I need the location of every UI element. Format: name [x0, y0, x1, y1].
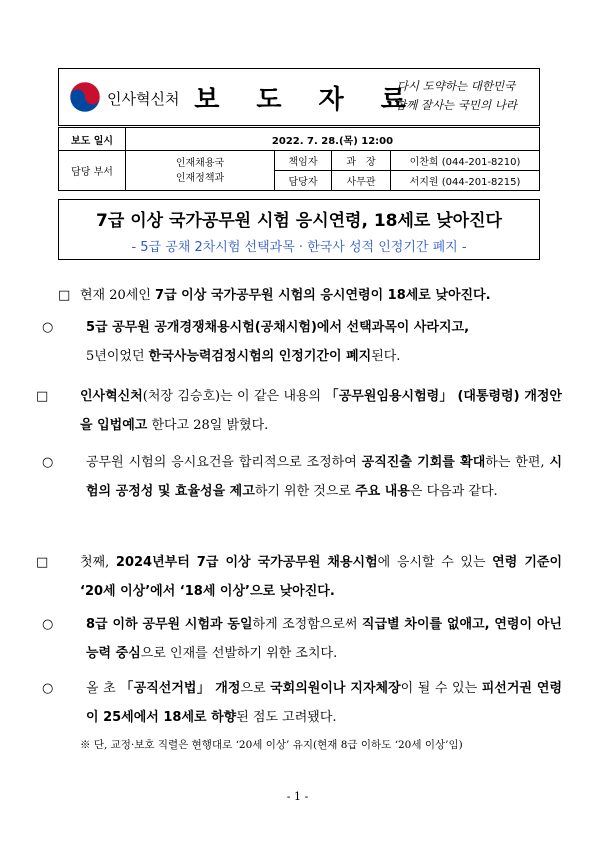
- staff-label: 담당자: [275, 171, 332, 191]
- p1a-text-c: 한국사능력검정시험의 인정기간이 폐지: [148, 349, 372, 364]
- p2-text-d: 한다고 28일 밝혔다.: [147, 418, 269, 433]
- square-bullet-icon: □: [36, 555, 49, 570]
- circle-bullet-icon: ○: [42, 681, 54, 696]
- footnote: ※ 단, 교정·보호 직렬은 현행대로 ‘20세 이상’ 유지(현재 8급 이하도 ‘20세 이상’임): [80, 739, 463, 751]
- paragraph-3b: [42, 674, 563, 732]
- paragraph-3: [36, 548, 563, 606]
- p2a-text-a: 공무원 시험의 응시요건을 합리적으로 조정하여: [86, 455, 362, 470]
- p1-text-b: 7급 이상 국가공무원 시험의 응시연령이 18세로 낮아진다.: [155, 288, 491, 303]
- p2-text-a: 인사혁신처: [80, 389, 143, 404]
- p2a-text-g: 은 다음과 같다.: [409, 484, 498, 499]
- p3b-text-f: 피선거권 연령이 25세에서 18세로 하향: [86, 681, 563, 725]
- p2a-text-c: 하는 한편,: [485, 455, 550, 470]
- p3b-text-c: 으로: [240, 681, 271, 696]
- resp-name: 이찬희 (044-201-8210): [391, 151, 540, 171]
- paragraph-2a: [42, 448, 562, 506]
- p3-text-c: 에 응시할 수 있는: [377, 555, 493, 570]
- dept-2: 인재정책과: [175, 172, 225, 184]
- paragraph-1: [58, 281, 540, 310]
- p1a-text-b: 5년이었던: [86, 349, 149, 364]
- slogan-line-1: 다시 도약하는 대한민국: [396, 79, 516, 93]
- p3-text-a: 첫째,: [80, 555, 116, 570]
- p2a-text-e: 하기 위한 것으로: [254, 484, 356, 499]
- p3a-text-d: 으로 인재를 선발하기 위한 조치다.: [140, 646, 338, 661]
- page-number: - 1 -: [286, 790, 309, 803]
- release-info-table: [58, 127, 540, 191]
- press-release-header: [58, 68, 540, 126]
- date-value: 2022. 7. 28.(목) 12:00: [126, 128, 540, 151]
- org-name: 인사혁신처: [107, 90, 180, 108]
- p3b-text-a: 올 초: [86, 681, 121, 696]
- headline: 7급 이상 국가공무원 시험 응시연령, 18세로 낮아진다: [96, 211, 502, 231]
- staff-title: 사무관: [332, 171, 391, 191]
- paragraph-2: [36, 382, 562, 440]
- resp-title: 과 장: [332, 151, 391, 171]
- p2a-text-b: 공직진출 기회를 확대: [361, 455, 486, 470]
- p2-text-b: (처장 김승호)는 이 같은 내용의: [142, 389, 326, 404]
- paragraph-1a: [42, 313, 562, 371]
- p1a-text-a: 5급 공무원 공개경쟁채용시험(공채시험)에서 선택과목이 사라지고,: [86, 320, 470, 335]
- slogan-line-2: 함께 잘사는 국민의 나라: [394, 98, 518, 112]
- p3-text-b: 2024년부터 7급 이상 국가공무원 채용시험: [115, 555, 378, 570]
- dept-1: 인재채용국: [175, 157, 225, 169]
- p1a-text-d: 된다.: [371, 349, 401, 364]
- p3a-text-b: 하게 조정함으로써: [252, 617, 362, 632]
- circle-bullet-icon: ○: [42, 455, 54, 470]
- p2a-text-d: 시험의 공정성 및 효율성을 제고: [86, 455, 562, 499]
- p3a-text-a: 8급 이하 공무원 시험과 동일: [86, 617, 253, 632]
- square-bullet-icon: □: [36, 389, 49, 404]
- p3-text-d: 연령 기준이 ‘20세 이상’에서 ‘18세 이상’으로 낮아진다.: [80, 555, 563, 599]
- headline-box: [58, 199, 540, 260]
- date-label: 보도 일시: [59, 128, 126, 151]
- p3b-text-g: 된 점도 고려됐다.: [236, 710, 337, 725]
- paragraph-3a: [42, 610, 562, 668]
- p1-text-a: 현재 20세인: [80, 288, 156, 303]
- square-bullet-icon: □: [58, 288, 71, 303]
- p3b-text-e: 이 될 수 있는: [400, 681, 482, 696]
- dept-label: 담당 부서: [59, 151, 126, 191]
- p2-text-c: 「공무원임용시험령」 (대통령령) 개정안을 입법예고: [80, 389, 562, 433]
- subheadline: - 5급 공채 2차시험 선택과목 · 한국사 성적 인정기간 폐지 -: [131, 240, 467, 255]
- p3b-text-b: 「공직선거법」 개정: [120, 681, 241, 696]
- p3b-text-d: 국회의원이나 지자체장: [270, 681, 401, 696]
- circle-bullet-icon: ○: [42, 320, 54, 335]
- p3a-text-c: 직급별 차이를 없애고, 연령이 아닌 능력 중심: [86, 617, 562, 661]
- circle-bullet-icon: ○: [42, 617, 54, 632]
- resp-label: 책임자: [275, 151, 332, 171]
- dept-names: [126, 151, 275, 191]
- slogan: [381, 77, 531, 115]
- staff-name: 서지원 (044-201-8215): [391, 171, 540, 191]
- document-type: 보 도 자 료: [194, 85, 420, 115]
- p2a-text-f: 주요 내용: [355, 484, 410, 499]
